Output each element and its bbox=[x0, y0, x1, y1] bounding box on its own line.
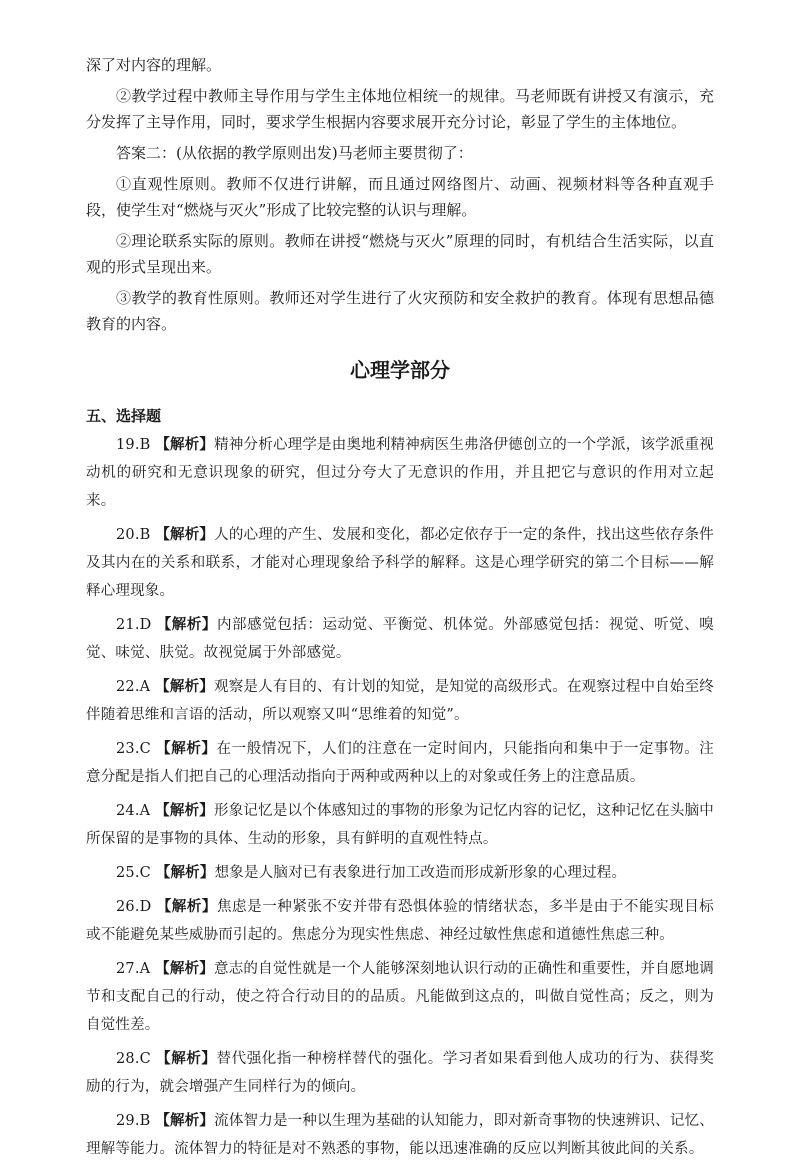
analysis-text: 意志的自觉性就是一个人能够深刻地认识行动的正确性和重要性，并自愿地调节和支配自己的行动，使之符合行动目的的品质。凡能做到这点的，叫做自觉性高；反之，则为自觉性差。 bbox=[86, 961, 715, 1033]
answer-list bbox=[86, 431, 714, 1163]
analysis-text: 形象记忆是以个体感知过的事物的形象为记忆内容的记忆，这种记忆在头脑中所保留的是事物的具体、生动的形象，具有鲜明的直观性特点。 bbox=[86, 803, 715, 847]
answer-item bbox=[86, 859, 714, 887]
analysis-text: 观察是人有目的、有计划的知觉，是知觉的高级形式。在观察过程中自始至终伴随着思维和言语的活动，所以观察又叫“思维着的知觉”。 bbox=[86, 679, 715, 723]
answer-item bbox=[86, 611, 714, 667]
answer-item bbox=[86, 735, 714, 791]
answer-number: 22.A bbox=[116, 679, 151, 695]
paragraph-principle-intuitive: ①直观性原则。教师不仅进行讲解，而且通过网络图片、动画、视频材料等各种直观手段，使学生对“燃烧与灭火”形成了比较完整的认识与理解。 bbox=[86, 175, 714, 219]
answer-item bbox=[86, 673, 714, 729]
paragraph-principle-education: ③教学的教育性原则。教师还对学生进行了火灾预防和安全救护的教育。体现有思想品德教育的内容。 bbox=[86, 289, 714, 333]
answer-number: 29.B bbox=[116, 1113, 151, 1129]
answer-item bbox=[86, 1107, 714, 1163]
answer-item bbox=[86, 521, 714, 605]
answer-number: 24.A bbox=[116, 803, 151, 819]
paragraph-principle-practice: ②理论联系实际的原则。教师在讲授“燃烧与灭火”原理的同时，有机结合生活实际，以直观的形式呈现出来。 bbox=[86, 232, 714, 276]
section-title-psychology: 心理学部分 bbox=[350, 358, 450, 382]
analysis-text: 替代强化指一种榜样替代的强化。学习者如果看到他人成功的行为、获得奖励的行为，就会增强产生同样行为的倾向。 bbox=[86, 1051, 714, 1095]
paragraph-continuation: 深了对内容的理解。 bbox=[86, 56, 222, 74]
answer-item bbox=[86, 893, 714, 949]
answer-number: 26.D bbox=[116, 899, 152, 915]
answer-item bbox=[86, 797, 714, 853]
answer-number: 27.A bbox=[116, 961, 151, 977]
analysis-tag: 【解析】 bbox=[155, 802, 214, 819]
answer-item bbox=[86, 431, 714, 515]
answer-number: 21.D bbox=[116, 617, 152, 633]
analysis-tag: 【解析】 bbox=[156, 1050, 217, 1067]
answer-number: 28.C bbox=[116, 1051, 151, 1067]
analysis-tag: 【解析】 bbox=[155, 960, 214, 977]
analysis-text: 内部感觉包括：运动觉、平衡觉、机体觉。外部感觉包括：视觉、听觉、嗅觉、味觉、肤觉。故视觉属于外部感觉。 bbox=[86, 617, 714, 661]
analysis-tag: 【解析】 bbox=[156, 898, 217, 915]
analysis-text: 流体智力是一种以生理为基础的认知能力，即对新奇事物的快速辨识、记忆、理解等能力。流体智力的特征是对不熟悉的事物，能以迅速准确的反应以判断其彼此间的关系。 bbox=[86, 1113, 714, 1157]
analysis-tag: 【解析】 bbox=[155, 678, 214, 695]
analysis-tag: 【解析】 bbox=[156, 740, 217, 757]
answer-item bbox=[86, 955, 714, 1039]
analysis-text: 想象是人脑对已有表象进行加工改造而形成新形象的心理过程。 bbox=[214, 865, 627, 881]
answer-number: 19.B bbox=[116, 437, 151, 453]
analysis-tag: 【解析】 bbox=[155, 436, 215, 453]
answer-number: 20.B bbox=[116, 527, 151, 543]
analysis-text: 焦虑是一种紧张不安并带有恐惧体验的情绪状态，多半是由于不能实现目标或不能避免某些威胁而引起的。焦虑分为现实性焦虑、神经过敏性焦虑和道德性焦虑三种。 bbox=[86, 899, 714, 943]
answer-item bbox=[86, 1045, 714, 1101]
analysis-tag: 【解析】 bbox=[155, 1112, 215, 1129]
paragraph-teaching-law: ②教学过程中教师主导作用与学生主体地位相统一的规律。马老师既有讲授又有演示，充分发挥了主导作用，同时，要求学生根据内容要求展开充分讨论，彰显了学生的主体地位。 bbox=[86, 87, 714, 131]
answer-number: 23.C bbox=[116, 741, 151, 757]
subsection-heading-multiple-choice: 五、选择题 bbox=[86, 407, 162, 425]
answer-number: 25.C bbox=[116, 865, 151, 881]
analysis-text: 精神分析心理学是由奥地利精神病医生弗洛伊德创立的一个学派，该学派重视动机的研究和无意识现象的研究，但过分夸大了无意识的作用，并且把它与意识的作用对立起来。 bbox=[86, 437, 714, 509]
analysis-tag: 【解析】 bbox=[155, 864, 215, 881]
analysis-text: 在一般情况下，人们的注意在一定时间内，只能指向和集中于一定事物。注意分配是指人们把自己的心理活动指向于两种或两种以上的对象或任务上的注意品质。 bbox=[86, 741, 714, 785]
analysis-tag: 【解析】 bbox=[156, 616, 217, 633]
analysis-text: 人的心理的产生、发展和变化，都必定依存于一定的条件，找出这些依存条件及其内在的关系和联系，才能对心理现象给予科学的解释。这是心理学研究的第二个目标——解释心理现象。 bbox=[86, 527, 714, 599]
analysis-tag: 【解析】 bbox=[155, 526, 215, 543]
paragraph-answer-two: 答案二：(从依据的教学原则出发)马老师主要贯彻了： bbox=[116, 144, 473, 162]
